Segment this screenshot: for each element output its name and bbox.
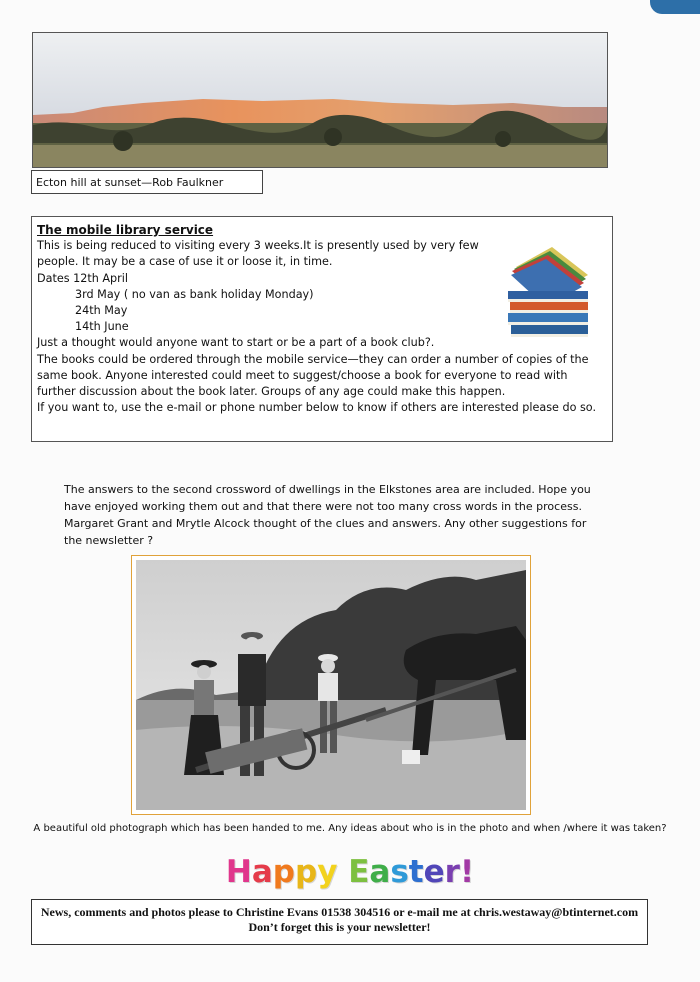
library-date: 24th May xyxy=(75,304,128,318)
library-text-line: This is being reduced to visiting every 3 weeks.It is presently used by very few xyxy=(37,239,479,253)
sunset-landscape-image xyxy=(33,33,607,167)
easter-letter: p xyxy=(295,854,318,890)
footer-contact-box xyxy=(31,899,648,945)
library-text-line: Just a thought would anyone want to start or be a part of a book club?. xyxy=(37,336,435,350)
easter-letter: p xyxy=(272,854,295,890)
library-heading: The mobile library service xyxy=(37,223,214,237)
library-date: 3rd May ( no van as bank holiday Monday) xyxy=(75,287,314,301)
easter-letter: y xyxy=(317,854,338,890)
photo-caption: A beautiful old photograph which has been handed to me. Any ideas about who is in the photo and when /where it was taken? xyxy=(33,823,667,834)
easter-letter: a xyxy=(251,854,273,890)
library-dates-label: Dates 12th April xyxy=(37,271,128,285)
crossword-paragraph: The answers to the second crossword of dwellings in the Elkstones area are included. Hope you have enjoyed working them out and that there were not too many cross words in the process. Margaret Grant and Mrytle Alcock thought of the clues and answers. Any other suggestions for the newsletter ? xyxy=(64,483,591,547)
books-image xyxy=(508,245,590,341)
easter-letter: H xyxy=(225,854,252,890)
footer-contact-line: News, comments and photos please to Christine Evans 01538 304516 or e-mail me at chris.westaway@btinternet.com xyxy=(40,905,639,919)
easter-letter: E xyxy=(348,854,370,890)
library-text-line: people. It may be a case of use it or loose it, in time. xyxy=(37,255,333,269)
happy-easter-heading xyxy=(0,852,700,892)
easter-letter: t xyxy=(408,854,424,890)
easter-letter: r xyxy=(444,854,460,890)
easter-letter: s xyxy=(390,854,409,890)
sunset-caption: Ecton hill at sunset—Rob Faulkner xyxy=(31,170,263,194)
easter-letter xyxy=(337,854,348,890)
sunset-photo xyxy=(32,32,608,168)
footer-reminder-line: Don’t forget this is your newsletter! xyxy=(248,920,431,934)
easter-letter: e xyxy=(423,854,445,890)
old-farm-photo-image xyxy=(136,560,526,810)
library-text-line: If you want to, use the e-mail or phone number below to know if others are interested please do so. xyxy=(37,401,596,415)
library-date: 14th June xyxy=(75,320,129,334)
easter-letter: a xyxy=(369,854,391,890)
books-stack-icon xyxy=(508,245,590,341)
library-text-paragraph: The books could be ordered through the mobile service—they can order a number of copies of the same book. Anyone interested could meet to suggest/choose a book for everyone to read with further discussion about the book later. Groups of any age could make this happen. xyxy=(37,352,589,399)
easter-letter: ! xyxy=(459,854,475,890)
old-photograph xyxy=(131,555,531,815)
corner-tab xyxy=(650,0,700,14)
